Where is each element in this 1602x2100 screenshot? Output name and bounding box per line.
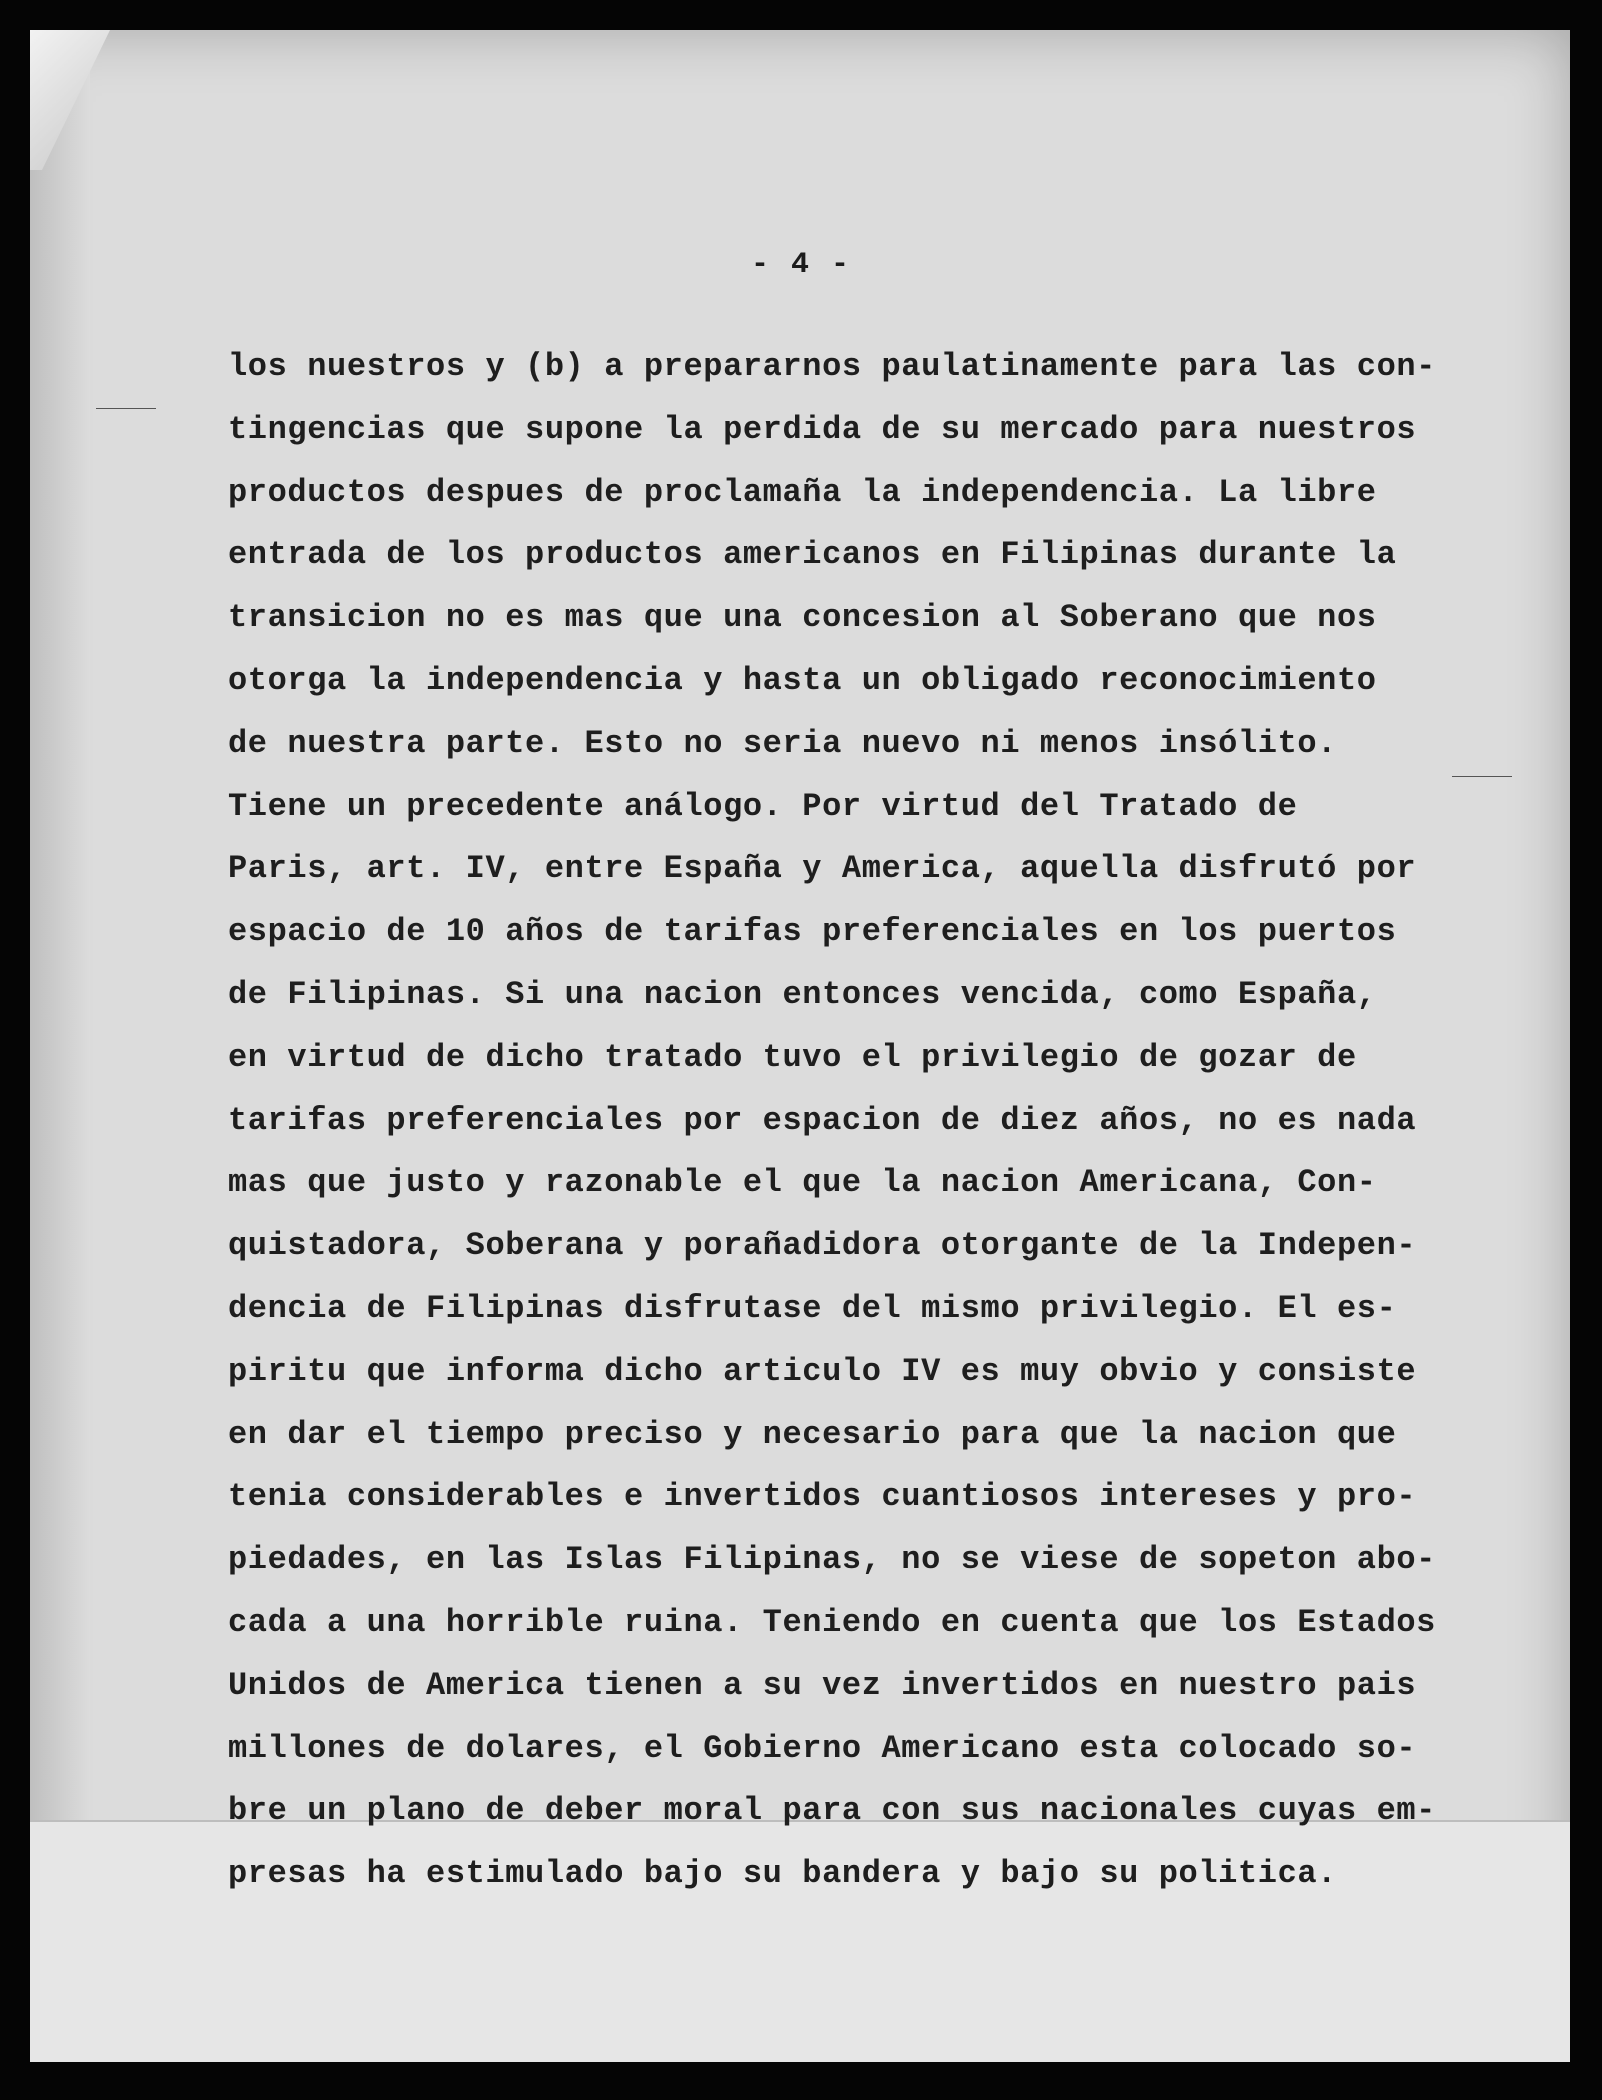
text-line: tenia considerables e invertidos cuantiosos intereses y pro- [228,1478,1417,1516]
text-line: Unidos de America tienen a su vez invertidos en nuestro pais [228,1666,1417,1704]
text-line: mas que justo y razonable el que la nacion Americana, Con- [228,1164,1377,1202]
text-line: Tiene un precedente análogo. Por virtud del Tratado de [228,787,1298,825]
text-line: bre un plano de deber moral para con sus nacionales cuyas em- [228,1792,1436,1830]
margin-mark-right [1452,776,1512,777]
page-number: - 4 - [750,248,851,282]
typed-body-text [228,336,1436,1906]
text-line: dencia de Filipinas disfrutase del mismo privilegio. El es- [228,1289,1397,1327]
text-line: piedades, en las Islas Filipinas, no se viese de sopeton abo- [228,1541,1436,1579]
text-line: piritu que informa dicho articulo IV es muy obvio y consiste [228,1352,1417,1390]
paper-left-edge [30,30,90,2060]
text-line: espacio de 10 años de tarifas preferenciales en los puertos [228,913,1397,951]
margin-mark-left [96,408,156,409]
text-line: millones de dolares, el Gobierno Americano esta colocado so- [228,1729,1417,1767]
text-line: otorga la independencia y hasta un obligado reconocimiento [228,661,1377,699]
text-line: en dar el tiempo preciso y necesario para que la nacion que [228,1415,1397,1453]
text-line: tingencias que supone la perdida de su mercado para nuestros [228,410,1417,448]
text-line: en virtud de dicho tratado tuvo el privilegio de gozar de [228,1038,1357,1076]
text-line: presas ha estimulado bajo su bandera y bajo su politica. [228,1855,1337,1893]
text-line: productos despues de proclamaña la independencia. La libre [228,473,1377,511]
text-line: de Filipinas. Si una nacion entonces vencida, como España, [228,975,1377,1013]
text-line: entrada de los productos americanos en Filipinas durante la [228,536,1397,574]
text-line: Paris, art. IV, entre España y America, aquella disfrutó por [228,850,1417,888]
text-line: tarifas preferenciales por espacion de diez años, no es nada [228,1101,1417,1139]
text-line: los nuestros y (b) a prepararnos paulatinamente para las con- [228,348,1436,385]
text-line: cada a una horrible ruina. Teniendo en cuenta que los Estados [228,1603,1436,1641]
text-line: transicion no es mas que una concesion al Soberano que nos [228,599,1377,637]
text-line: de nuestra parte. Esto no seria nuevo ni menos insólito. [228,724,1337,762]
text-line: quistadora, Soberana y porañadidora otorgante de la Indepen- [228,1227,1417,1265]
